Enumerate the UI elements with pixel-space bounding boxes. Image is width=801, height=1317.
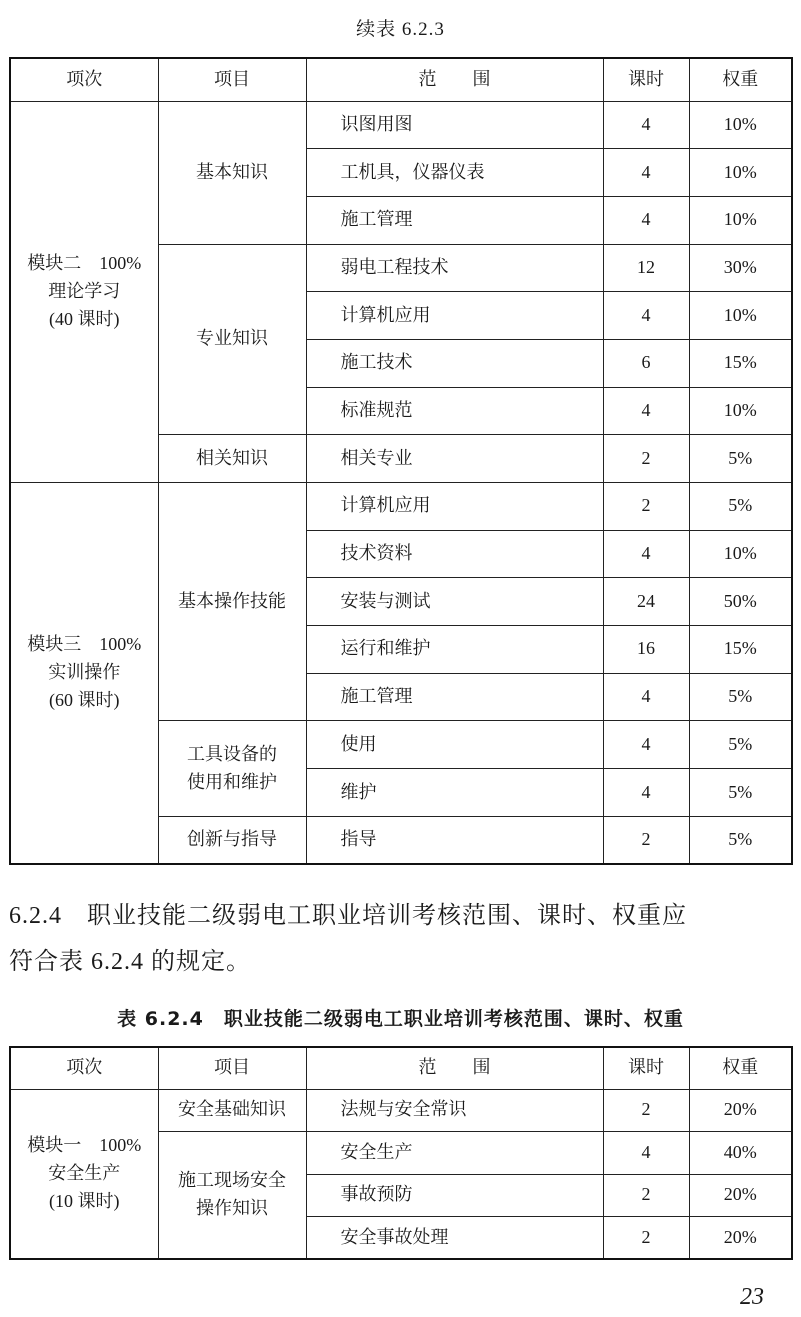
scope-cell: 计算机应用: [306, 483, 603, 531]
table-header-row: [10, 1047, 792, 1089]
weight-cell: 15%: [689, 339, 792, 387]
header-cell: 项次: [10, 1047, 158, 1089]
item-name-line: 使用和维护: [187, 771, 277, 792]
training-table-continued: [9, 57, 793, 865]
hours-cell: 6: [603, 339, 689, 387]
weight-cell: 10%: [689, 196, 792, 244]
table-header-row: [10, 58, 792, 101]
hours-cell: 2: [603, 816, 689, 864]
item-name: 专业知识: [196, 328, 268, 349]
item-name: 基本操作技能: [178, 590, 286, 611]
clause-line: 符合表 6.2.4 的规定。: [9, 949, 251, 975]
module-name-line: 模块三 100%: [27, 634, 142, 655]
hours-cell: 4: [603, 387, 689, 435]
weight-cell: 40%: [689, 1132, 792, 1175]
weight-cell: 20%: [689, 1089, 792, 1132]
scope-cell: 标准规范: [306, 387, 603, 435]
weight-cell: 50%: [689, 578, 792, 626]
table-row: [10, 101, 792, 149]
module-name-line: (10 课时): [49, 1190, 120, 1211]
weight-cell: 5%: [689, 721, 792, 769]
table-row: [10, 1089, 792, 1132]
hours-cell: 2: [603, 483, 689, 531]
module-name-line: 安全生产: [48, 1162, 121, 1183]
weight-cell: 5%: [689, 673, 792, 721]
hours-cell: 2: [603, 1217, 689, 1260]
scope-cell: 事故预防: [306, 1174, 603, 1217]
table-title: 表 6.2.4 职业技能二级弱电工职业培训考核范围、课时、权重: [117, 1008, 684, 1030]
scope-cell: 计算机应用: [306, 292, 603, 340]
scope-cell: 施工管理: [306, 673, 603, 721]
weight-cell: 10%: [689, 149, 792, 197]
weight-cell: 10%: [689, 101, 792, 149]
weight-cell: 5%: [689, 435, 792, 483]
header-cell: 项目: [158, 1047, 306, 1089]
scope-cell: 指导: [306, 816, 603, 864]
header-cell: 项目: [158, 58, 306, 101]
weight-cell: 10%: [689, 292, 792, 340]
weight-cell: 15%: [689, 626, 792, 674]
item-cell: [158, 244, 306, 435]
item-cell: [158, 101, 306, 244]
module-name-line: (40 课时): [49, 308, 120, 329]
header-cell: 范 围: [306, 1047, 603, 1089]
item-cell: [158, 721, 306, 816]
weight-cell: 5%: [689, 816, 792, 864]
item-name: 基本知识: [196, 161, 268, 182]
hours-cell: 4: [603, 292, 689, 340]
item-name: 安全基础知识: [178, 1099, 286, 1120]
scope-cell: 安装与测试: [306, 578, 603, 626]
scope-cell: 维护: [306, 769, 603, 817]
module-name-line: 理论学习: [48, 280, 121, 301]
scope-cell: 弱电工程技术: [306, 244, 603, 292]
weight-cell: 30%: [689, 244, 792, 292]
item-name: 创新与指导: [187, 828, 277, 849]
module-cell: [10, 101, 158, 483]
header-cell: 课时: [603, 58, 689, 101]
header-cell: 课时: [603, 1047, 689, 1089]
hours-cell: 4: [603, 673, 689, 721]
item-cell: [158, 1089, 306, 1132]
module-name-line: 模块一 100%: [27, 1134, 142, 1155]
item-name-line: 工具设备的: [187, 743, 277, 764]
scope-cell: 工机具，仪器仪表: [306, 149, 603, 197]
hours-cell: 16: [603, 626, 689, 674]
hours-cell: 4: [603, 101, 689, 149]
item-cell: [158, 816, 306, 864]
item-name: 相关知识: [196, 447, 268, 468]
scope-cell: 使用: [306, 721, 603, 769]
item-cell: [158, 435, 306, 483]
item-cell: [158, 483, 306, 721]
module-cell: [10, 483, 158, 865]
scope-cell: 法规与安全常识: [306, 1089, 603, 1132]
weight-cell: 20%: [689, 1217, 792, 1260]
weight-cell: 10%: [689, 387, 792, 435]
item-name-line: 施工现场安全: [178, 1170, 286, 1191]
weight-cell: 5%: [689, 483, 792, 531]
clause-text: [9, 893, 794, 985]
scope-cell: 识图用图: [306, 101, 603, 149]
clause-line: 6.2.4 职业技能二级弱电工职业培训考核范围、课时、权重应: [9, 903, 687, 929]
hours-cell: 4: [603, 149, 689, 197]
table-row: [10, 483, 792, 531]
scope-cell: 安全事故处理: [306, 1217, 603, 1260]
hours-cell: 4: [603, 530, 689, 578]
scope-cell: 施工技术: [306, 339, 603, 387]
hours-cell: 2: [603, 435, 689, 483]
hours-cell: 24: [603, 578, 689, 626]
page-number: 23: [740, 1284, 764, 1310]
hours-cell: 2: [603, 1174, 689, 1217]
hours-cell: 4: [603, 1132, 689, 1175]
header-cell: 权重: [689, 1047, 792, 1089]
module-name-line: 模块二 100%: [27, 252, 142, 273]
hours-cell: 4: [603, 196, 689, 244]
scope-cell: 技术资料: [306, 530, 603, 578]
module-cell: [10, 1089, 158, 1259]
weight-cell: 5%: [689, 769, 792, 817]
scope-cell: 运行和维护: [306, 626, 603, 674]
hours-cell: 12: [603, 244, 689, 292]
table-caption: 续表 6.2.3: [356, 19, 445, 40]
hours-cell: 2: [603, 1089, 689, 1132]
training-table-6-2-4: [9, 1046, 793, 1260]
header-cell: 项次: [10, 58, 158, 101]
weight-cell: 20%: [689, 1174, 792, 1217]
hours-cell: 4: [603, 769, 689, 817]
scope-cell: 相关专业: [306, 435, 603, 483]
item-name-line: 操作知识: [196, 1198, 268, 1218]
header-cell: 范 围: [306, 58, 603, 101]
hours-cell: 4: [603, 721, 689, 769]
weight-cell: 10%: [689, 530, 792, 578]
header-cell: 权重: [689, 58, 792, 101]
module-name-line: 实训操作: [48, 662, 121, 683]
module-name-line: (60 课时): [49, 689, 120, 710]
item-cell: [158, 1132, 306, 1260]
scope-cell: 施工管理: [306, 196, 603, 244]
scope-cell: 安全生产: [306, 1132, 603, 1175]
